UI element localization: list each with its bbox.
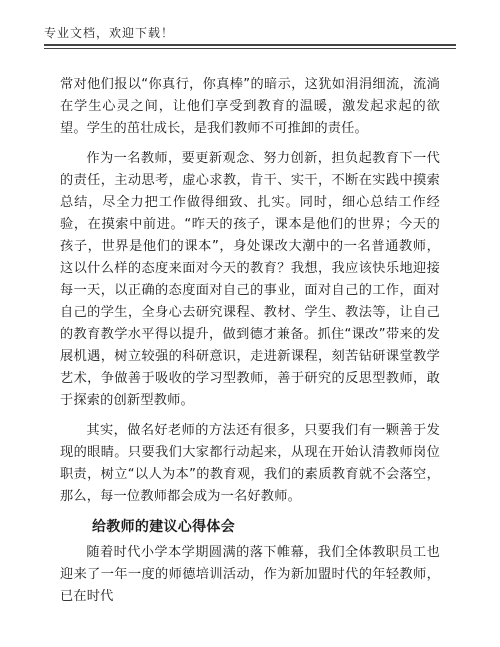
paragraph-1: 常对他们报以“你真行，你真棒”的暗示，这犹如涓涓细流，流淌在学生心灵之间，让他们享受到教育的温暖，激发起求起的欲望。学生的茁壮成长，是我们教师不可推卸的责任。 (60, 77, 440, 136)
page-header-text: 专业文档，欢迎下载！ (44, 26, 175, 40)
paragraph-3: 其实，做名好老师的方法还有很多，只要我们有一颗善于发现的眼睛。只要我们大家都行动起来，从现在开始认清教师岗位职责，树立“以人为本”的教育观，我们的素质教育就不会落空，那么，每一位教师都会成为一名好教师。 (60, 423, 440, 504)
section-paragraph: 随着时代小学本学期圆满的落下帷幕，我们全体教职员工也迎来了一年一度的师德培训活动，作为新加盟时代的年轻教师，已在时代 (60, 545, 440, 604)
document-body (60, 74, 440, 616)
header-divider-thin (44, 48, 456, 49)
section-heading: 给教师的建议心得体会 (92, 519, 235, 535)
header-divider (44, 44, 456, 46)
paragraph-2: 作为一名教师，要更新观念、努力创新，担负起教育下一代的责任，主动思考，虚心求教，肯干、实干，不断在实践中摸索总结，尽全力把工作做得细致、扎实。同时，细心总结工作经验，在摸索中前进。“昨天的孩子，课本是他们的世界；今天的孩子，世界是他们的课本”，身处课改大潮中的一名普通教师，这以什么样的态度来面对今天的教育？我想，我应该快乐地迎接每一天，以正确的态度面对自己的事业，面对自己的工作，面对自己的学生，全身心去研究课程、教材、学生、教法等，让自己的教育教学水平得以提升，做到德才兼备。抓住“课改”带来的发展机遇，树立较强的科研意识，走进新课程，刻苦钻研课堂教学艺术，争做善于吸收的学习型教师，善于研究的反思型教师，敢于探索的创新型教师。 (60, 151, 440, 408)
